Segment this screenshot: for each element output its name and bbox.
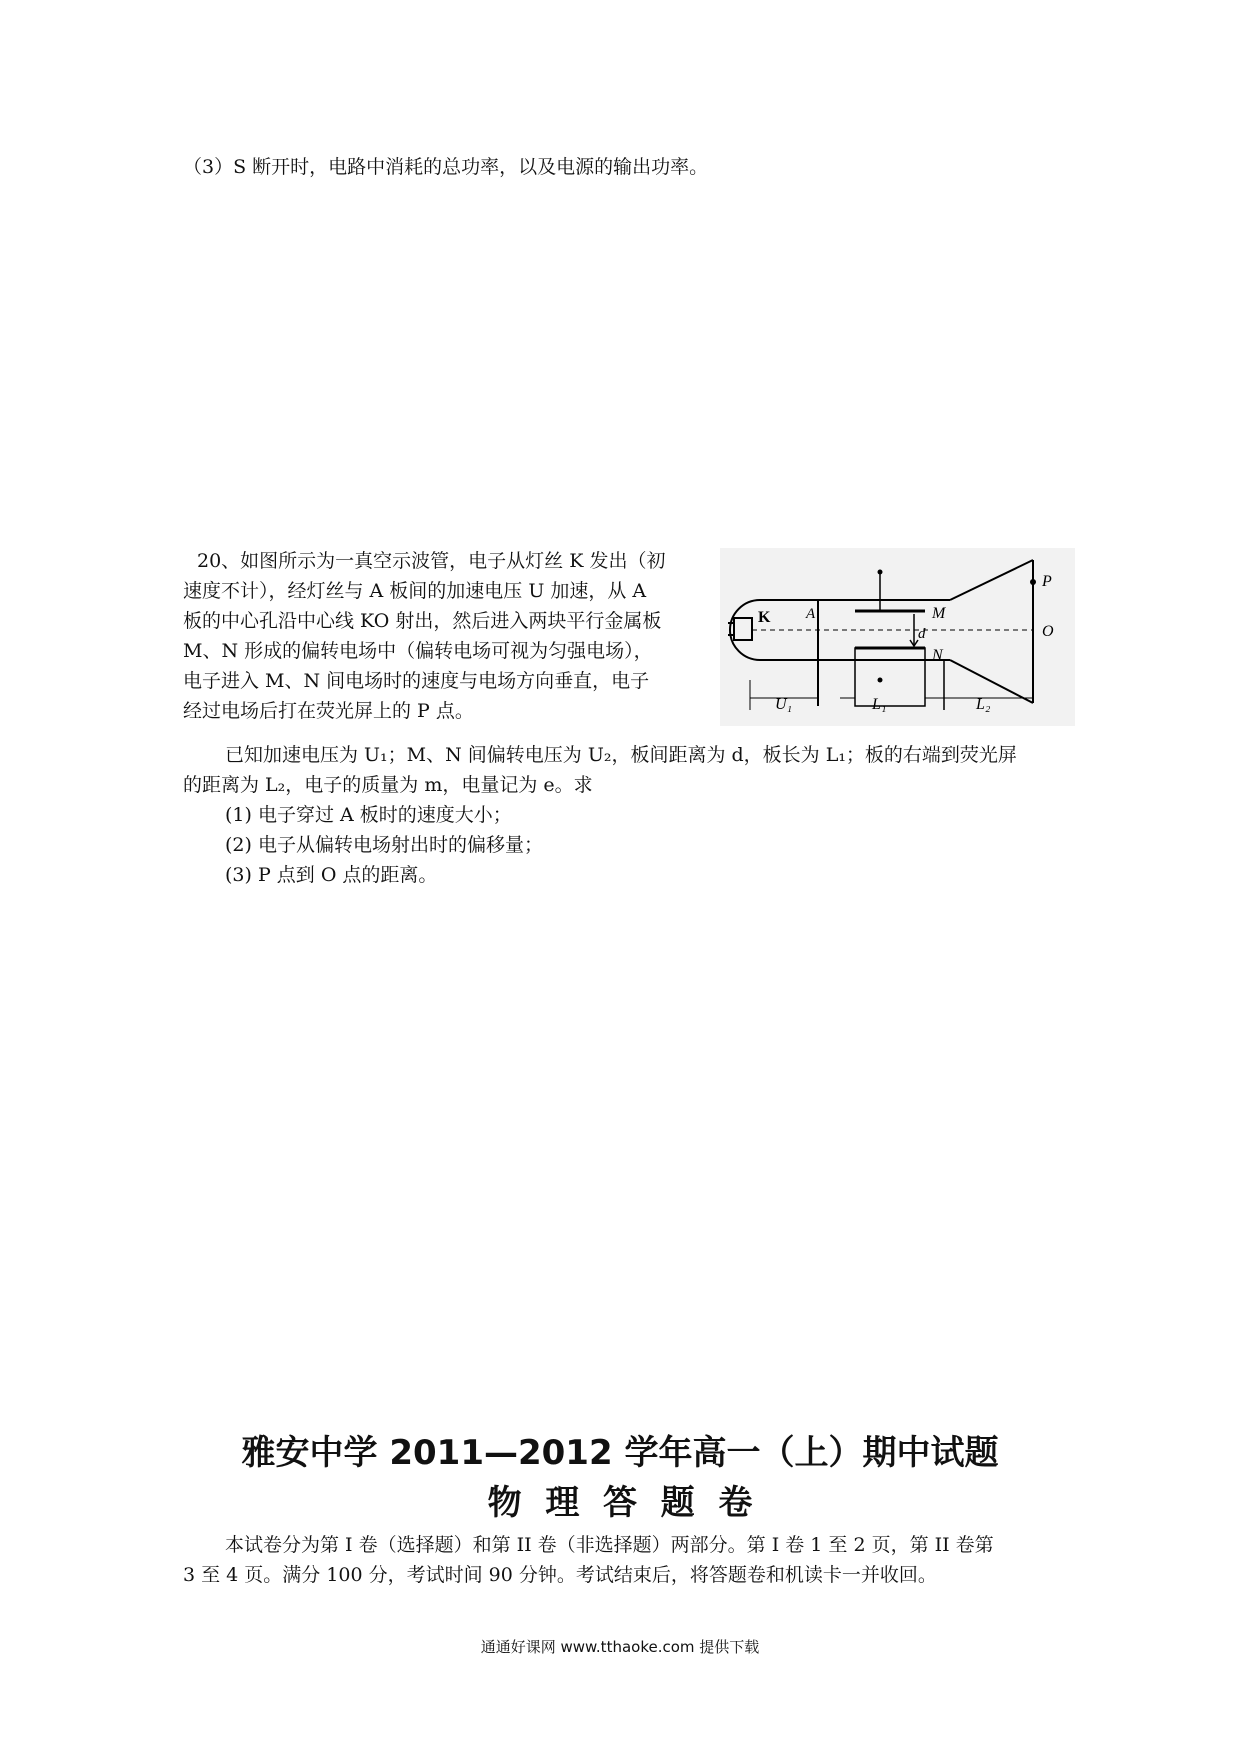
exam-subtitle: 物 理 答 题 卷 [487, 1483, 753, 1523]
question-20-given [183, 740, 1017, 890]
exam-title: 雅安中学 2011—2012 学年高一（上）期中试题 [241, 1433, 999, 1473]
label-m: M [932, 605, 946, 622]
q20-part-1: (1) 电子穿过 A 板时的速度大小； [225, 804, 512, 826]
exam-description [183, 1530, 994, 1590]
label-n: N [932, 647, 943, 664]
exam-desc-line-2: 3 至 4 页。满分 100 分，考试时间 90 分钟。考试结束后，将答题卷和机读卡一并收回。 [183, 1564, 937, 1586]
label-l1: L₁ [872, 696, 887, 713]
plate-m-terminal [878, 570, 883, 575]
exam-desc-line-1: 本试卷分为第 I 卷（选择题）和第 II 卷（非选择题）两部分。第 I 卷 1 至 2 页，第 II 卷第 [225, 1534, 994, 1556]
question-19-part-3: （3）S 断开时，电路中消耗的总功率，以及电源的输出功率。 [183, 156, 709, 178]
q20-given-line-2: 的距离为 L₂，电子的质量为 m，电量记为 e。求 [183, 774, 593, 796]
label-k: K [758, 609, 771, 626]
label-u1: U₁ [775, 696, 793, 713]
q20-line-6: 经过电场后打在荧光屏上的 P 点。 [183, 700, 474, 722]
q20-line-4: M、N 形成的偏转电场中（偏转电场可视为匀强电场）， [183, 640, 653, 662]
question-20-intro [183, 546, 665, 726]
q20-line-3: 板的中心孔沿中心线 KO 射出，然后进入两块平行金属板 [183, 610, 662, 632]
q20-line-5: 电子进入 M、N 间电场时的速度与电场方向垂直，电子 [183, 670, 650, 692]
q20-part-2: (2) 电子从偏转电场射出时的偏移量； [225, 834, 543, 856]
label-d: d [918, 626, 926, 642]
q20-line-1: 20、如图所示为一真空示波管，电子从灯丝 K 发出（初 [197, 550, 666, 572]
label-o: O [1042, 623, 1054, 640]
point-p [1030, 579, 1036, 585]
label-p: P [1042, 573, 1052, 590]
oscilloscope-tube-svg [720, 548, 1075, 726]
q20-line-2: 速度不计），经灯丝与 A 板间的加速电压 U 加速，从 A [183, 580, 647, 602]
q20-part-3: (3) P 点到 O 点的距离。 [225, 864, 438, 886]
page-footer: 通通好课网 www.tthaoke.com 提供下载 [480, 1638, 760, 1656]
diagram-background [720, 548, 1075, 726]
oscilloscope-diagram [720, 548, 1075, 726]
label-a: A [806, 606, 816, 622]
plate-n-terminal [878, 678, 883, 683]
q20-given-line-1: 已知加速电压为 U₁；M、N 间偏转电压为 U₂，板间距离为 d，板长为 L₁；板的右端到荧光屏 [225, 744, 1017, 766]
label-l2: L₂ [976, 696, 991, 713]
